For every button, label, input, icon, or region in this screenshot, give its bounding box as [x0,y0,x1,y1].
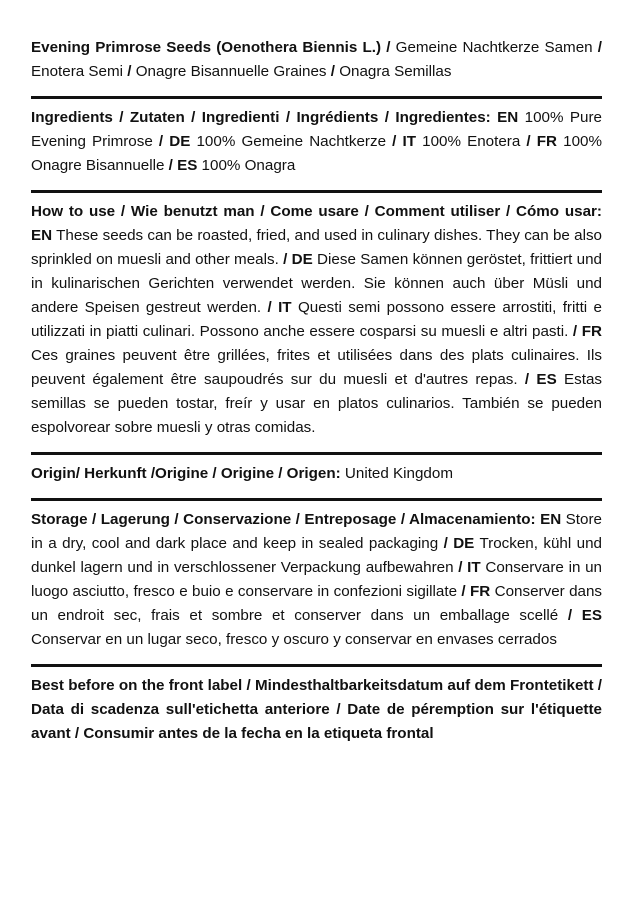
how-to-use-heading: How to use / Wie benutzt man / Come usare / Comment utiliser / Cómo usar: [31,203,602,220]
origin-heading: Origin/ Herkunft /Origine / Origine / Origen: [31,465,341,482]
separator: / [330,63,335,80]
lang-code-es: / ES [168,157,198,174]
ingredients-es: 100% Onagra [197,157,296,174]
product-label [31,36,602,746]
divider [31,452,602,455]
how-to-use-en: These seeds can be roasted, fried, and used in culinary dishes. They can be also sprinkled on muesli and other meals. [31,227,602,268]
lang-code-es: / ES [524,371,557,388]
how-to-use-es: Estas semillas se pueden tostar, freír y usar en platos culinarios. También se pueden espolvorear sobre muesli y otras comidas. [31,371,602,436]
ingredients-section [31,106,602,178]
best-before-text: Best before on the front label / Mindesthaltbarkeitsdatum auf dem Frontetikett / Data di scadenza sull'etichetta anteriore / Date de péremption sur l'étiquette avant / Consumir antes de la fecha en la etiqueta frontal [31,677,602,742]
lang-code-fr: / FR [461,583,491,600]
ingredients-it: 100% Enotera [416,133,527,150]
title-fr: Onagre Bisannuelle Graines [131,63,331,80]
ingredients-en: 100% Pure Evening Primrose [31,109,602,150]
storage-section [31,508,602,652]
title-de: Gemeine Nachtkerze Samen [390,39,598,56]
divider [31,498,602,501]
title-es: Onagra Semillas [334,63,452,80]
lang-code-de: / DE [158,133,191,150]
lang-code-en: EN [31,227,53,244]
best-before-section [31,674,602,746]
how-to-use-it: Questi semi possono essere arrostiti, fritti e utilizzati in piatti culinari. Possono anche essere cosparsi su muesli e altri pasti. [31,299,602,340]
how-to-use-section [31,200,602,440]
ingredients-de: 100% Gemeine Nachtkerze [190,133,393,150]
lang-code-it: / IT [267,299,292,316]
separator: / [597,39,603,56]
separator: / [127,63,132,80]
lang-code-de: / DE [283,251,313,268]
lang-code-it: / IT [392,133,416,150]
divider [31,190,602,193]
storage-es: Conservar en un lugar seco, fresco y oscuro y conservar en envases cerrados [31,631,557,648]
storage-de: Trocken, kühl und dunkel lagern und in verschlossener Verpackung aufbewahren [31,535,602,576]
how-to-use-fr: Ces graines peuvent être grillées, frites et utilisées dans des plats culinaires. Ils peuvent également être saupoudrés sur du muesli et d'autres repas. [31,347,602,388]
storage-en: Store in a dry, cool and dark place and keep in sealed packaging [31,511,602,552]
origin-value: United Kingdom [340,465,453,482]
lang-code-en: EN [490,109,519,126]
lang-code-es: / ES [567,607,603,624]
storage-fr: Conserver dans un endroit sec, frais et sombre et conserver dans un emballage scellé [31,583,603,624]
ingredients-fr: 100% Onagre Bisannuelle [31,133,602,174]
title-it: Enotera Semi [31,63,128,80]
storage-heading: Storage / Lagerung / Conservazione / Entreposage / Almacenamiento: [31,511,536,528]
origin-section [31,462,602,486]
ingredients-heading: Ingredients / Zutaten / Ingredienti / Ingrédients / Ingredientes: [31,109,491,126]
divider [31,96,602,99]
lang-code-it: / IT [458,559,481,576]
lang-code-fr: / FR [572,323,602,340]
lang-code-fr: / FR [526,133,558,150]
product-title [31,36,602,84]
lang-code-de: / DE [443,535,475,552]
product-title-bold: Evening Primrose Seeds (Oenothera Biennis L.) / [31,39,391,56]
divider [31,664,602,667]
lang-code-en: EN [535,511,562,528]
how-to-use-de: Diese Samen können geröstet, frittiert und in kulinarischen Gerichten verwendet werden. Sie können auch über Müsli und andere Speisen gestreut werden. [31,251,603,316]
storage-it: Conservare in un luogo asciutto, fresco e buio e conservare in confezioni sigillate [31,559,602,600]
